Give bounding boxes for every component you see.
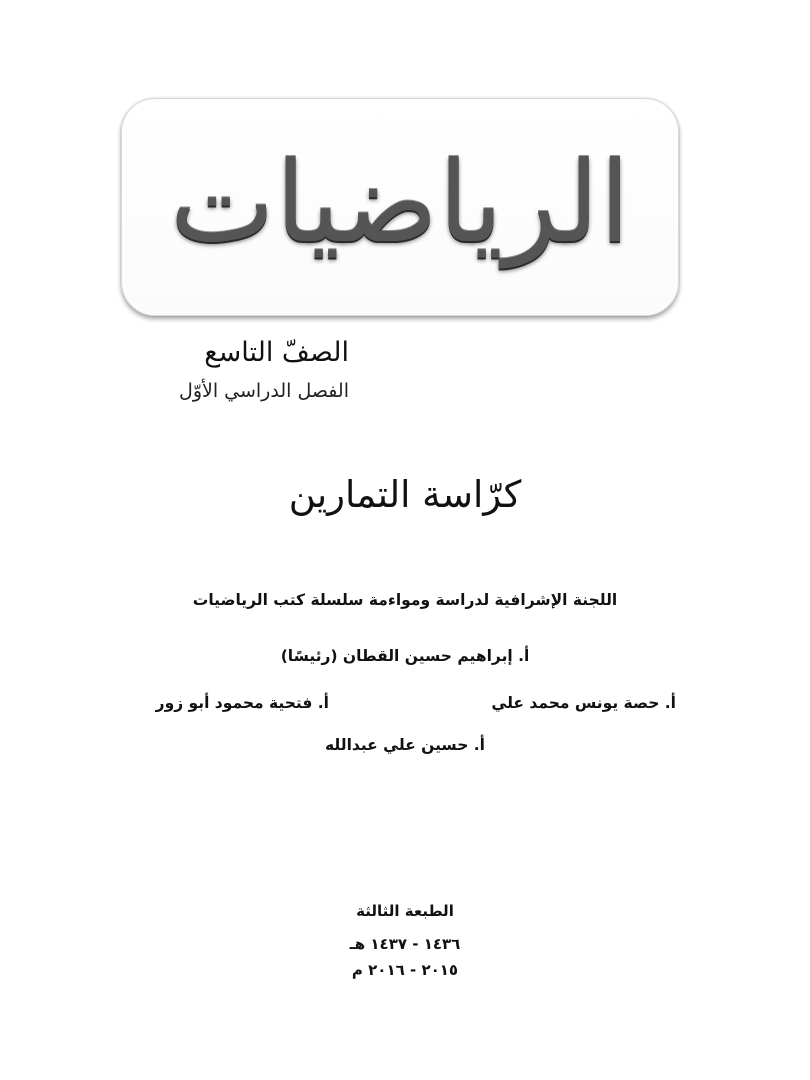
edition-label: الطبعة الثالثة	[356, 902, 454, 920]
committee-chair: أ. إبراهيم حسين القطان (رئيسًا)	[280, 647, 530, 665]
term-label: الفصل الدراسي الأوّل	[179, 380, 349, 402]
gregorian-years: ٢٠١٥ - ٢٠١٦ م	[351, 961, 459, 979]
title-banner	[121, 98, 679, 316]
committee-member: أ. حسين علي عبدالله	[325, 736, 485, 754]
committee-member: أ. حصة يونس محمد علي	[491, 694, 676, 712]
grade-label: الصفّ التاسع	[204, 337, 349, 368]
committee-heading: اللجنة الإشرافية لدراسة ومواءمة سلسلة كتب الرياضيات	[192, 591, 618, 609]
book-title: الرياضيات	[169, 138, 631, 268]
hijri-years: ١٤٣٦ - ١٤٣٧ هـ	[349, 935, 461, 953]
committee-member: أ. فتحية محمود أبو زور	[155, 694, 329, 712]
book-type-heading: كرّاسة التمارين	[288, 473, 522, 516]
